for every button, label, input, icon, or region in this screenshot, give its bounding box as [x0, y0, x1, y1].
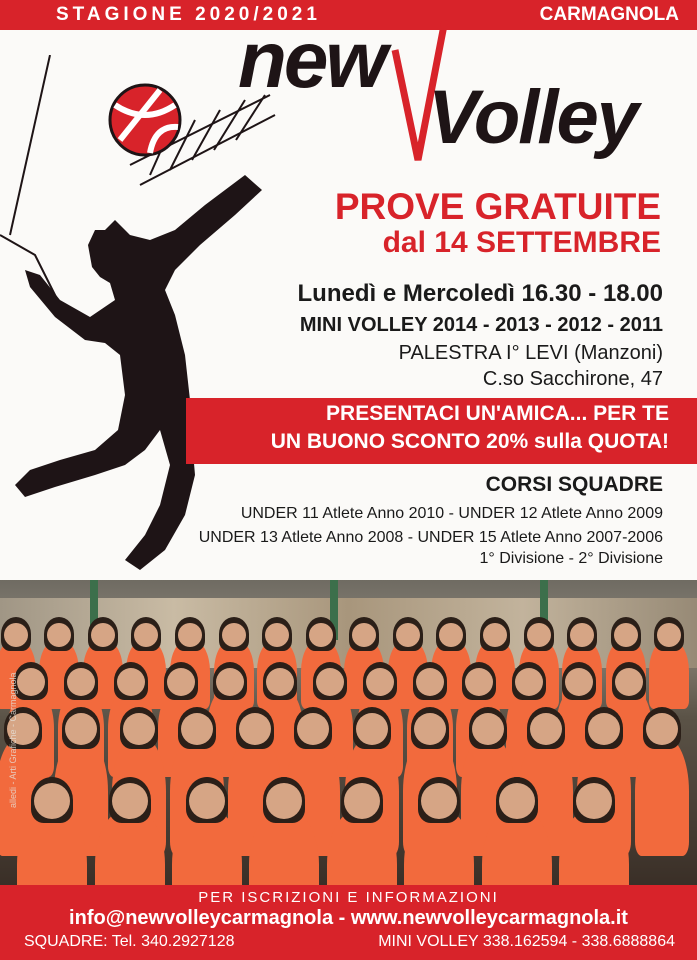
course-line: UNDER 11 Atlete Anno 2010 - UNDER 12 Atlete Anno 2009	[240, 505, 663, 522]
player-face	[515, 668, 543, 696]
player-face	[614, 623, 638, 647]
player-face	[472, 713, 504, 745]
player-face	[527, 623, 551, 647]
free-trials-headline: PROVE GRATUITE	[334, 186, 661, 227]
player-face	[615, 668, 643, 696]
player-face	[588, 713, 620, 745]
player-face	[344, 783, 380, 819]
course-line: UNDER 13 Atlete Anno 2008 - UNDER 15 Atlete Anno 2007-2006	[198, 529, 663, 546]
promo-line-2: UN BUONO SCONTO 20% sulla QUOTA!	[270, 430, 669, 453]
team-photo	[0, 580, 697, 885]
player-face	[499, 783, 535, 819]
player-face	[646, 713, 678, 745]
footer-contacts: info@newvolleycarmagnola - www.newvolleycarmagnola.it	[69, 907, 628, 929]
player-face	[356, 713, 388, 745]
volleyball-icon	[110, 85, 180, 155]
promo-line-1: PRESENTACI UN'AMICA... PER TE	[326, 402, 669, 425]
player-face	[67, 668, 95, 696]
mini-volley-phone: MINI VOLLEY 338.162594 - 338.6888864	[378, 933, 675, 950]
player-face	[416, 668, 444, 696]
player-face	[112, 783, 148, 819]
player-face	[123, 713, 155, 745]
player-face	[222, 623, 246, 647]
gym-address: C.so Sacchirone, 47	[482, 368, 663, 390]
start-date: dal 14 SETTEMBRE	[382, 226, 661, 259]
logo-text-volley: Volley	[428, 75, 638, 160]
course-line: 1° Divisione - 2° Divisione	[479, 550, 663, 567]
player-figure	[635, 736, 689, 856]
mini-volley-years: MINI VOLLEY 2014 - 2013 - 2012 - 2011	[299, 314, 663, 336]
player-face	[34, 783, 70, 819]
player-face	[309, 623, 333, 647]
schedule-days: Lunedì e Mercoledì 16.30 - 18.00	[297, 280, 663, 307]
player-face	[530, 713, 562, 745]
player-face	[65, 713, 97, 745]
footer-info-title: PER ISCRIZIONI E INFORMAZIONI	[198, 889, 499, 906]
gym-name: PALESTRA I° LEVI (Manzoni)	[398, 342, 663, 364]
season-label: STAGIONE 2020/2021	[56, 4, 321, 25]
promo-banner	[186, 398, 697, 464]
player-face	[117, 668, 145, 696]
city-label: CARMAGNOLA	[539, 4, 679, 25]
player-face	[178, 623, 202, 647]
player-face	[565, 668, 593, 696]
player-face	[576, 783, 612, 819]
player-face	[414, 713, 446, 745]
player-face	[366, 668, 394, 696]
teams-phone: SQUADRE: Tel. 340.2927128	[24, 933, 235, 950]
player-face	[396, 623, 420, 647]
player-face	[167, 668, 195, 696]
player-face	[4, 623, 28, 647]
player-face	[91, 623, 115, 647]
player-face	[570, 623, 594, 647]
player-silhouette-icon	[0, 55, 300, 575]
footer-banner	[0, 885, 697, 960]
player-face	[265, 623, 289, 647]
player-face	[483, 623, 507, 647]
courses-title: CORSI SQUADRE	[485, 473, 663, 496]
print-credit: alledi - Arti Grafiche - Carmagnola	[8, 672, 18, 808]
logo-text-new: new	[238, 15, 385, 104]
player-face	[316, 668, 344, 696]
player-face	[189, 783, 225, 819]
